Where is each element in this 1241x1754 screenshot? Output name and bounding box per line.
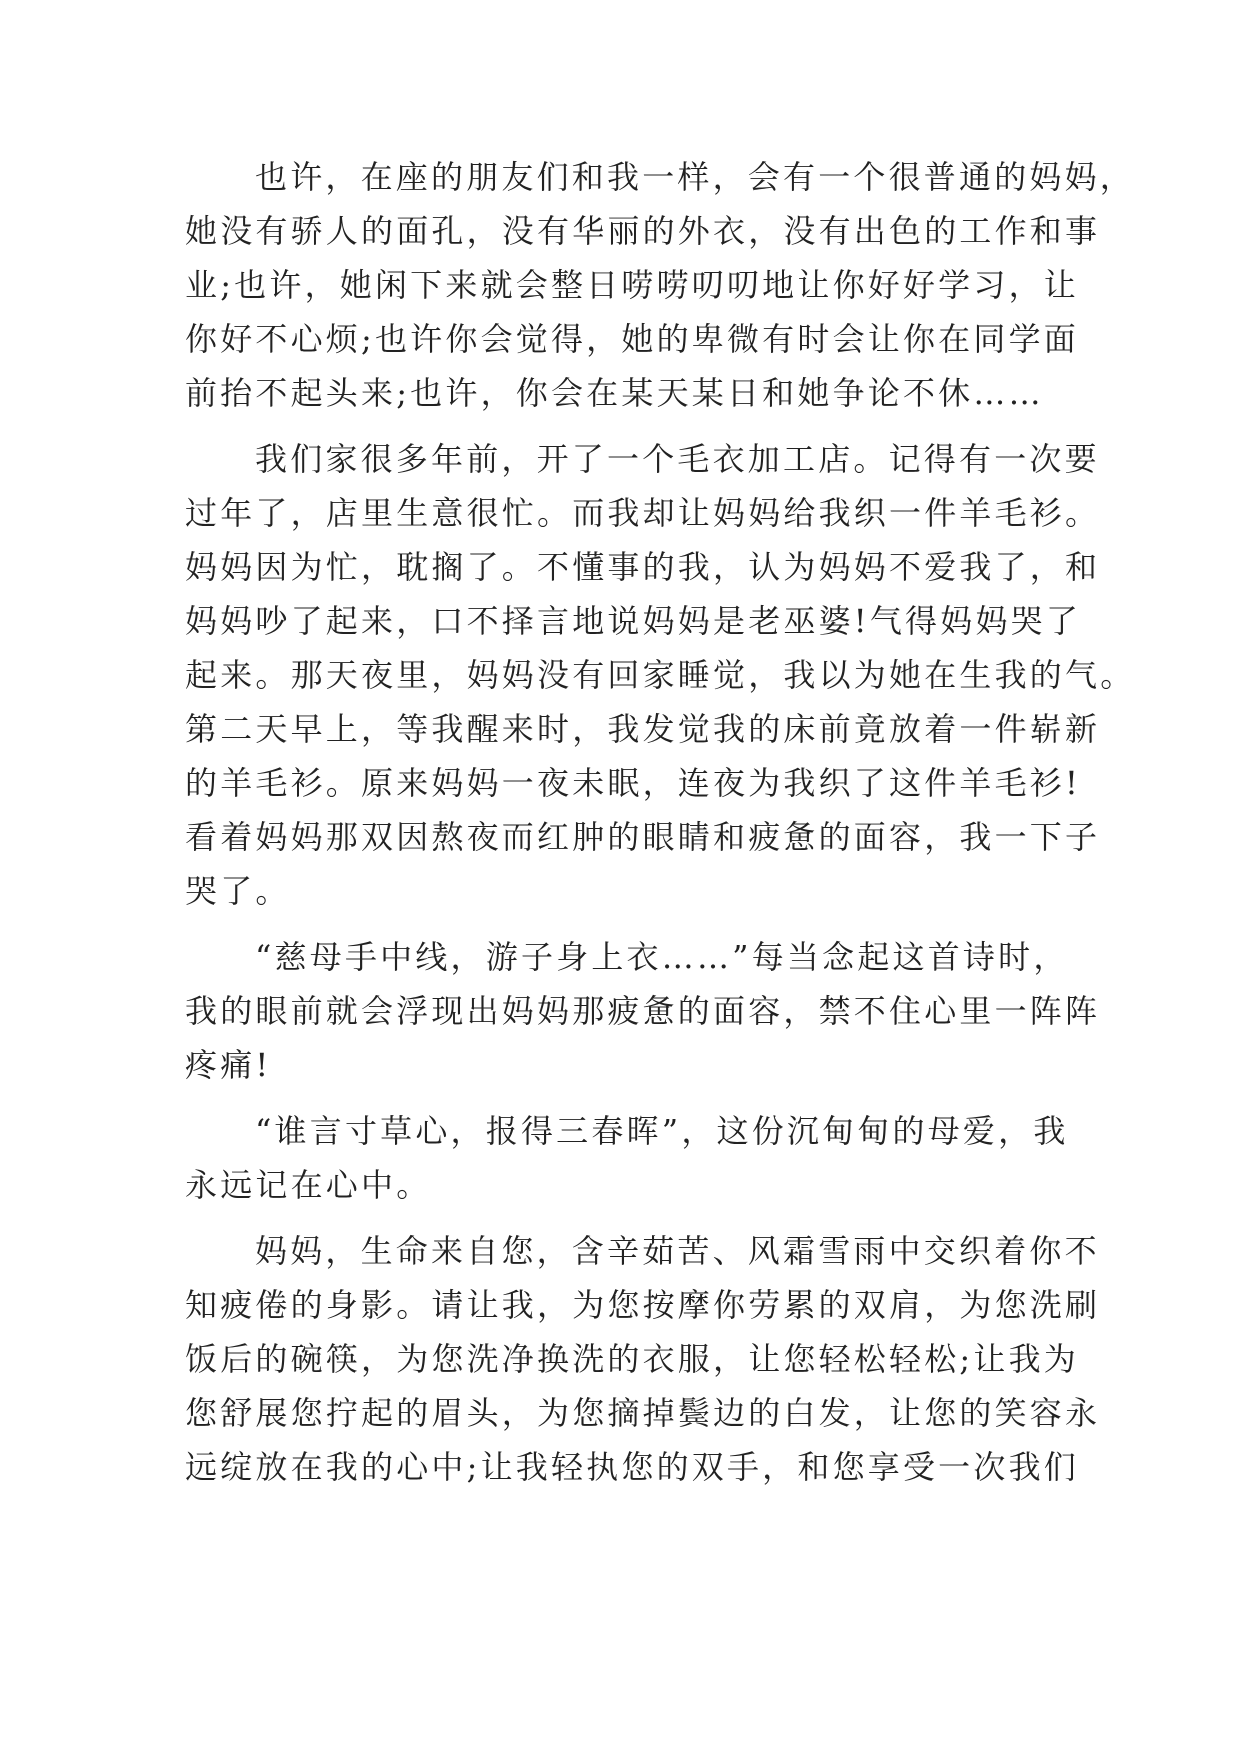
text-line: “慈母手中线，游子身上衣……”每当念起这首诗时， <box>255 938 1069 976</box>
text-line: 看着妈妈那双因熬夜而红肿的眼睛和疲惫的面容，我一下子 <box>185 818 1101 856</box>
text-line: 过年了，店里生意很忙。而我却让妈妈给我织一件羊毛衫。 <box>185 494 1101 532</box>
paragraph-spacer <box>185 420 1065 432</box>
paragraph-5 <box>185 1224 1101 1494</box>
text-line: 第二天早上，等我醒来时，我发觉我的床前竟放着一件崭新 <box>185 710 1101 748</box>
text-line: “谁言寸草心，报得三春晖”，这份沉甸甸的母爱，我 <box>255 1112 1069 1150</box>
text-line: 前抬不起头来;也许，你会在某天某日和她争论不休…… <box>185 374 1044 412</box>
text-line: 疼痛! <box>185 1046 272 1084</box>
text-line: 哭了。 <box>185 872 291 910</box>
text-line: 永远记在心中。 <box>185 1166 432 1204</box>
paragraph-4 <box>185 1104 1069 1212</box>
paragraph-spacer <box>185 1092 1065 1104</box>
text-line: 远绽放在我的心中;让我轻执您的双手，和您享受一次我们 <box>185 1448 1079 1486</box>
paragraph-1 <box>185 150 1136 420</box>
text-line: 也许，在座的朋友们和我一样，会有一个很普通的妈妈， <box>255 158 1136 196</box>
essay-body <box>185 150 1136 1494</box>
text-line: 的羊毛衫。原来妈妈一夜未眠，连夜为我织了这件羊毛衫! <box>185 764 1082 802</box>
text-line: 她没有骄人的面孔，没有华丽的外衣，没有出色的工作和事 <box>185 212 1101 250</box>
text-line: 起来。那天夜里，妈妈没有回家睡觉，我以为她在生我的气。 <box>185 656 1136 694</box>
paragraph-3 <box>185 930 1101 1092</box>
paragraph-spacer <box>185 918 1065 930</box>
text-line: 妈妈吵了起来，口不择言地说妈妈是老巫婆!气得妈妈哭了 <box>185 602 1082 640</box>
text-line: 您舒展您拧起的眉头，为您摘掉鬓边的白发，让您的笑容永 <box>185 1394 1101 1432</box>
text-line: 饭后的碗筷，为您洗净换洗的衣服，让您轻松轻松;让我为 <box>185 1340 1079 1378</box>
text-line: 你好不心烦;也许你会觉得，她的卑微有时会让你在同学面 <box>185 320 1079 358</box>
paragraph-2 <box>185 432 1136 918</box>
text-line: 妈妈，生命来自您，含辛茹苦、风霜雪雨中交织着你不 <box>255 1232 1100 1270</box>
text-line: 妈妈因为忙，耽搁了。不懂事的我，认为妈妈不爱我了，和 <box>185 548 1101 586</box>
text-line: 我的眼前就会浮现出妈妈那疲惫的面容，禁不住心里一阵阵 <box>185 992 1101 1030</box>
text-line: 我们家很多年前，开了一个毛衣加工店。记得有一次要 <box>255 440 1100 478</box>
text-line: 业;也许，她闲下来就会整日唠唠叨叨地让你好好学习，让 <box>185 266 1079 304</box>
text-line: 知疲倦的身影。请让我，为您按摩你劳累的双肩，为您洗刷 <box>185 1286 1101 1324</box>
paragraph-spacer <box>185 1212 1065 1224</box>
